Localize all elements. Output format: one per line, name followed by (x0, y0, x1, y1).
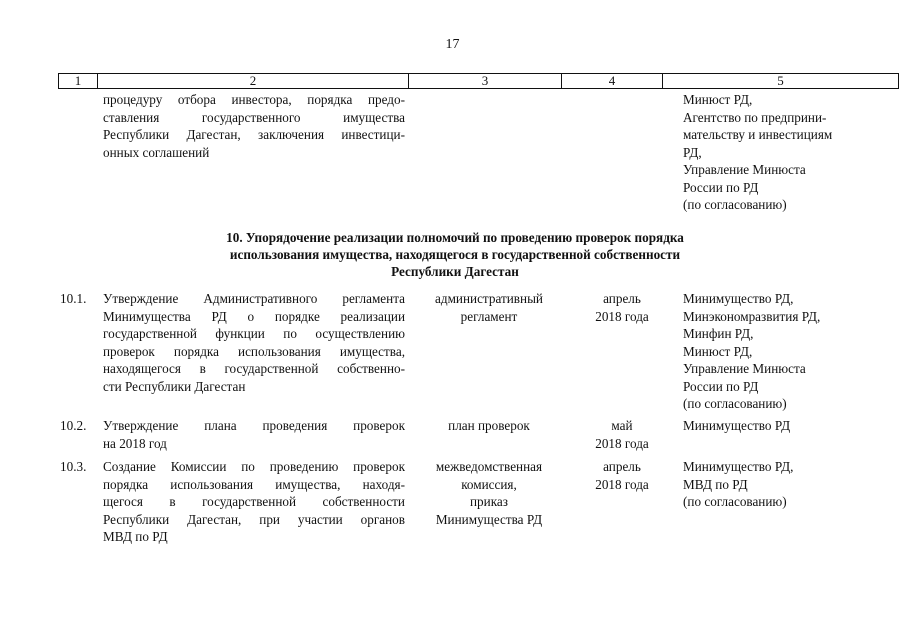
description-line: на 2018 год (103, 435, 167, 451)
result-line: административный (435, 291, 543, 306)
row-deadline (572, 417, 672, 452)
continuation-description (103, 91, 405, 161)
column-header-table (58, 73, 899, 89)
row-executors (683, 417, 868, 435)
section-heading (150, 229, 760, 280)
page-number: 17 (445, 37, 460, 52)
executor-line: Минимущество РД (683, 418, 791, 433)
description-line: сти Республики Дагестан (103, 378, 246, 394)
executor-line: МВД по РД (683, 476, 748, 492)
row-description (103, 417, 405, 452)
deadline-line: 2018 года (595, 435, 649, 451)
section-heading-line: 10. Упорядочение реализации полномочий по проведению проверок порядка (226, 230, 684, 245)
description-line: находящегося в государственной собственно- (103, 361, 405, 376)
result-line: план проверок (448, 418, 530, 433)
executor-line: мательству и инвестициям (683, 127, 833, 142)
description-line: государственной функции по осуществлению (103, 326, 405, 341)
description-line: Утверждение Административного регламента (103, 291, 405, 306)
deadline-line: май (611, 418, 633, 433)
row-description (103, 458, 405, 546)
row-deadline (572, 290, 672, 325)
section-heading-line: использования имущества, находящегося в государственной собственности (229, 247, 681, 262)
description-line: щегося в государственной собственности (103, 494, 405, 509)
deadline-line: апрель (603, 291, 641, 306)
result-line: комиссия, (461, 476, 517, 492)
continuation-executors (683, 91, 863, 214)
executor-line: Минэкономразвития РД, (683, 308, 821, 324)
executor-line: Управление Минюста (683, 162, 806, 177)
row-result (415, 290, 563, 325)
row-executors (683, 290, 868, 413)
executor-line: России по РД (683, 378, 759, 394)
description-line: Минимущества РД о порядке реализации (103, 308, 405, 324)
continuation-description-line: процедуру отбора инвестора, порядка предо- (103, 92, 405, 107)
row-number: 10.3. (60, 459, 87, 474)
row-description (103, 290, 405, 395)
row-executors (683, 458, 868, 511)
executor-line: (по согласованию) (683, 494, 787, 509)
column-header-3: 3 (409, 74, 562, 89)
column-header-5: 5 (663, 74, 899, 89)
executor-line: (по согласованию) (683, 197, 787, 212)
row-result (415, 417, 563, 435)
deadline-line: апрель (603, 459, 641, 474)
deadline-line: 2018 года (595, 308, 649, 324)
column-header-4: 4 (562, 74, 663, 89)
executor-line: РД, (683, 144, 702, 160)
description-line: Республики Дагестан, при участии органов (103, 511, 405, 527)
description-line: порядка использования имущества, находя- (103, 476, 405, 492)
continuation-description-line: онных соглашений (103, 144, 210, 160)
executor-line: Минимущество РД, (683, 291, 794, 306)
description-line: Создание Комиссии по проведению проверок (103, 459, 405, 474)
executor-line: Минимущество РД, (683, 459, 794, 474)
description-line: проверок порядка использования имущества, (103, 343, 405, 359)
deadline-line: 2018 года (595, 476, 649, 492)
executor-line: Управление Минюста (683, 361, 806, 376)
continuation-description-line: Республики Дагестан, заключения инвестици- (103, 127, 405, 142)
executor-line: Агентство по предприни- (683, 109, 827, 125)
executor-line: (по согласованию) (683, 396, 787, 411)
column-header-2: 2 (98, 74, 409, 89)
row-result (415, 458, 563, 528)
result-line: межведомственная (435, 459, 543, 474)
executor-line: Минфин РД, (683, 326, 754, 341)
column-header-row (59, 74, 899, 89)
row-number: 10.1. (60, 291, 87, 306)
continuation-description-line: ставления государственного имущества (103, 109, 405, 125)
column-header-1: 1 (59, 74, 98, 89)
description-line: Утверждение плана проведения проверок (103, 418, 405, 433)
section-heading-line: Республики Дагестан (391, 264, 519, 279)
executor-line: Минюст РД, (683, 92, 753, 107)
row-number: 10.2. (60, 418, 87, 433)
result-line: Минимущества РД (435, 511, 543, 527)
description-line: МВД по РД (103, 529, 168, 544)
result-line: приказ (470, 494, 508, 509)
executor-line: Минюст РД, (683, 343, 753, 359)
row-deadline (572, 458, 672, 493)
result-line: регламент (460, 308, 518, 324)
executor-line: России по РД (683, 179, 759, 195)
